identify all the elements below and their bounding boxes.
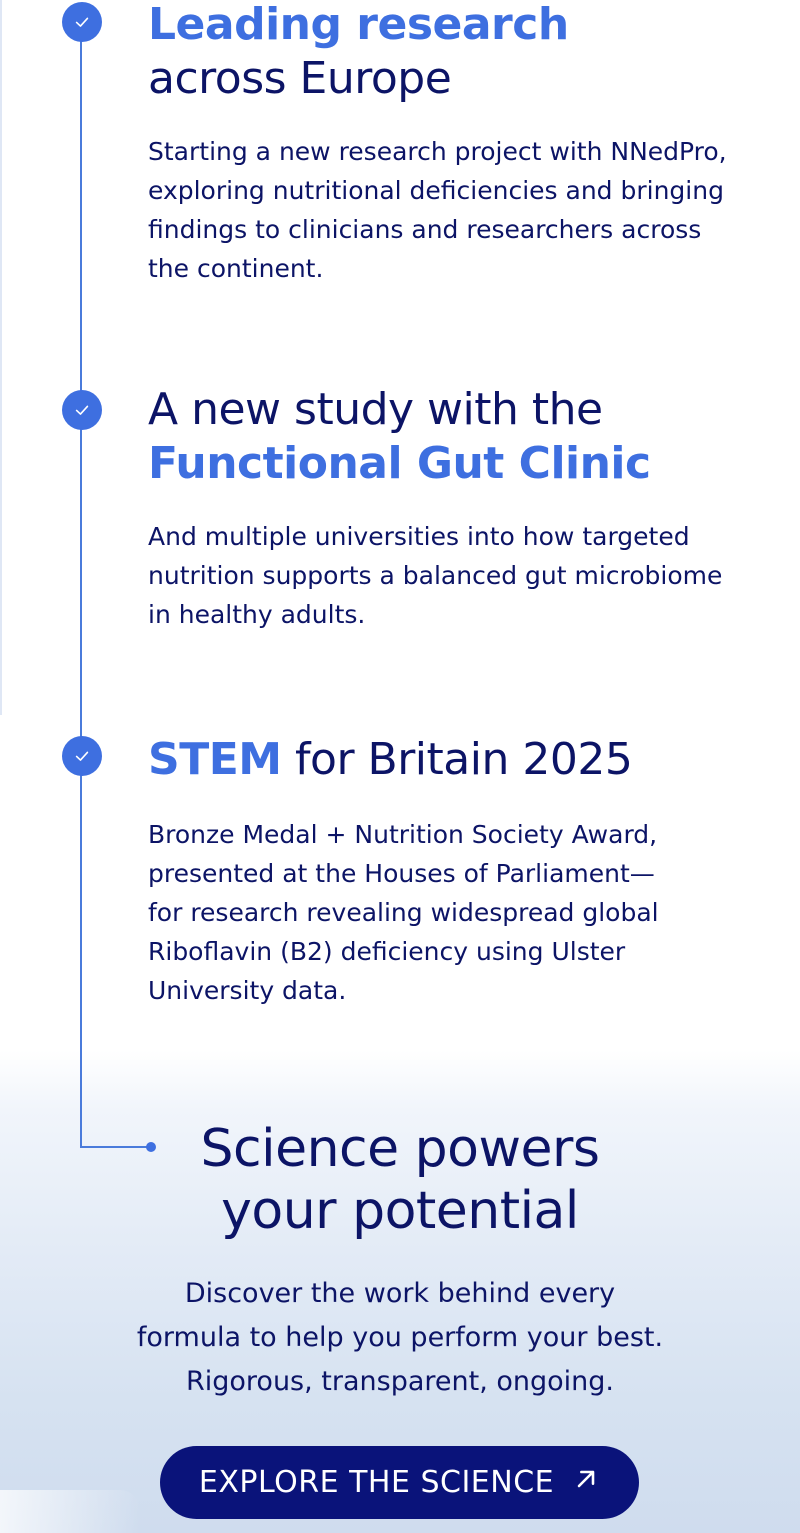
timeline-entry-europe [148, 0, 748, 288]
explore-science-label: EXPLORE THE SCIENCE [198, 1465, 555, 1500]
entry-title-rest: for Britain 2025 [281, 734, 633, 785]
page-left-edge [0, 0, 2, 715]
entry-title [148, 733, 748, 787]
timeline-entry-stem [148, 733, 748, 1010]
timeline-line [80, 22, 82, 1148]
cta-body-line2: formula to help you perform your best. [136, 1322, 664, 1353]
cta-heading [0, 1118, 800, 1242]
cta-body-line1: Discover the work behind every [184, 1278, 616, 1309]
entry-title-plain: A new study with the [148, 384, 603, 435]
entry-title-accent: Leading research [148, 0, 569, 50]
cta-body [0, 1272, 800, 1404]
check-icon [62, 736, 102, 776]
decorative-glass [0, 1490, 140, 1533]
entry-title-accent: STEM [148, 734, 282, 785]
check-icon [62, 2, 102, 42]
entry-title [148, 383, 748, 491]
timeline-entry-gut-clinic [148, 383, 748, 634]
arrow-up-right-icon [572, 1465, 600, 1501]
cta-section [0, 1118, 800, 1404]
entry-title [148, 0, 748, 106]
entry-title-accent: Functional Gut Clinic [148, 438, 651, 489]
entry-body: And multiple universities into how targeted nutrition supports a balanced gut microbiome in healthy adults. [148, 522, 723, 629]
cta-heading-line1: Science powers [200, 1119, 600, 1179]
entry-body: Starting a new research project with NNedPro, exploring nutritional deficiencies and bringing findings to clinicians and researchers across the continent. [148, 137, 727, 283]
entry-title-rest: across Europe [148, 53, 452, 104]
check-icon [62, 390, 102, 430]
entry-body: Bronze Medal + Nutrition Society Award, presented at the Houses of Parliament—for research revealing widespread global Riboflavin (B2) deficiency using Ulster University data. [148, 820, 659, 1005]
cta-body-line3: Rigorous, transparent, ongoing. [186, 1366, 614, 1397]
cta-heading-line2: your potential [221, 1181, 579, 1241]
explore-science-button[interactable] [160, 1446, 639, 1519]
